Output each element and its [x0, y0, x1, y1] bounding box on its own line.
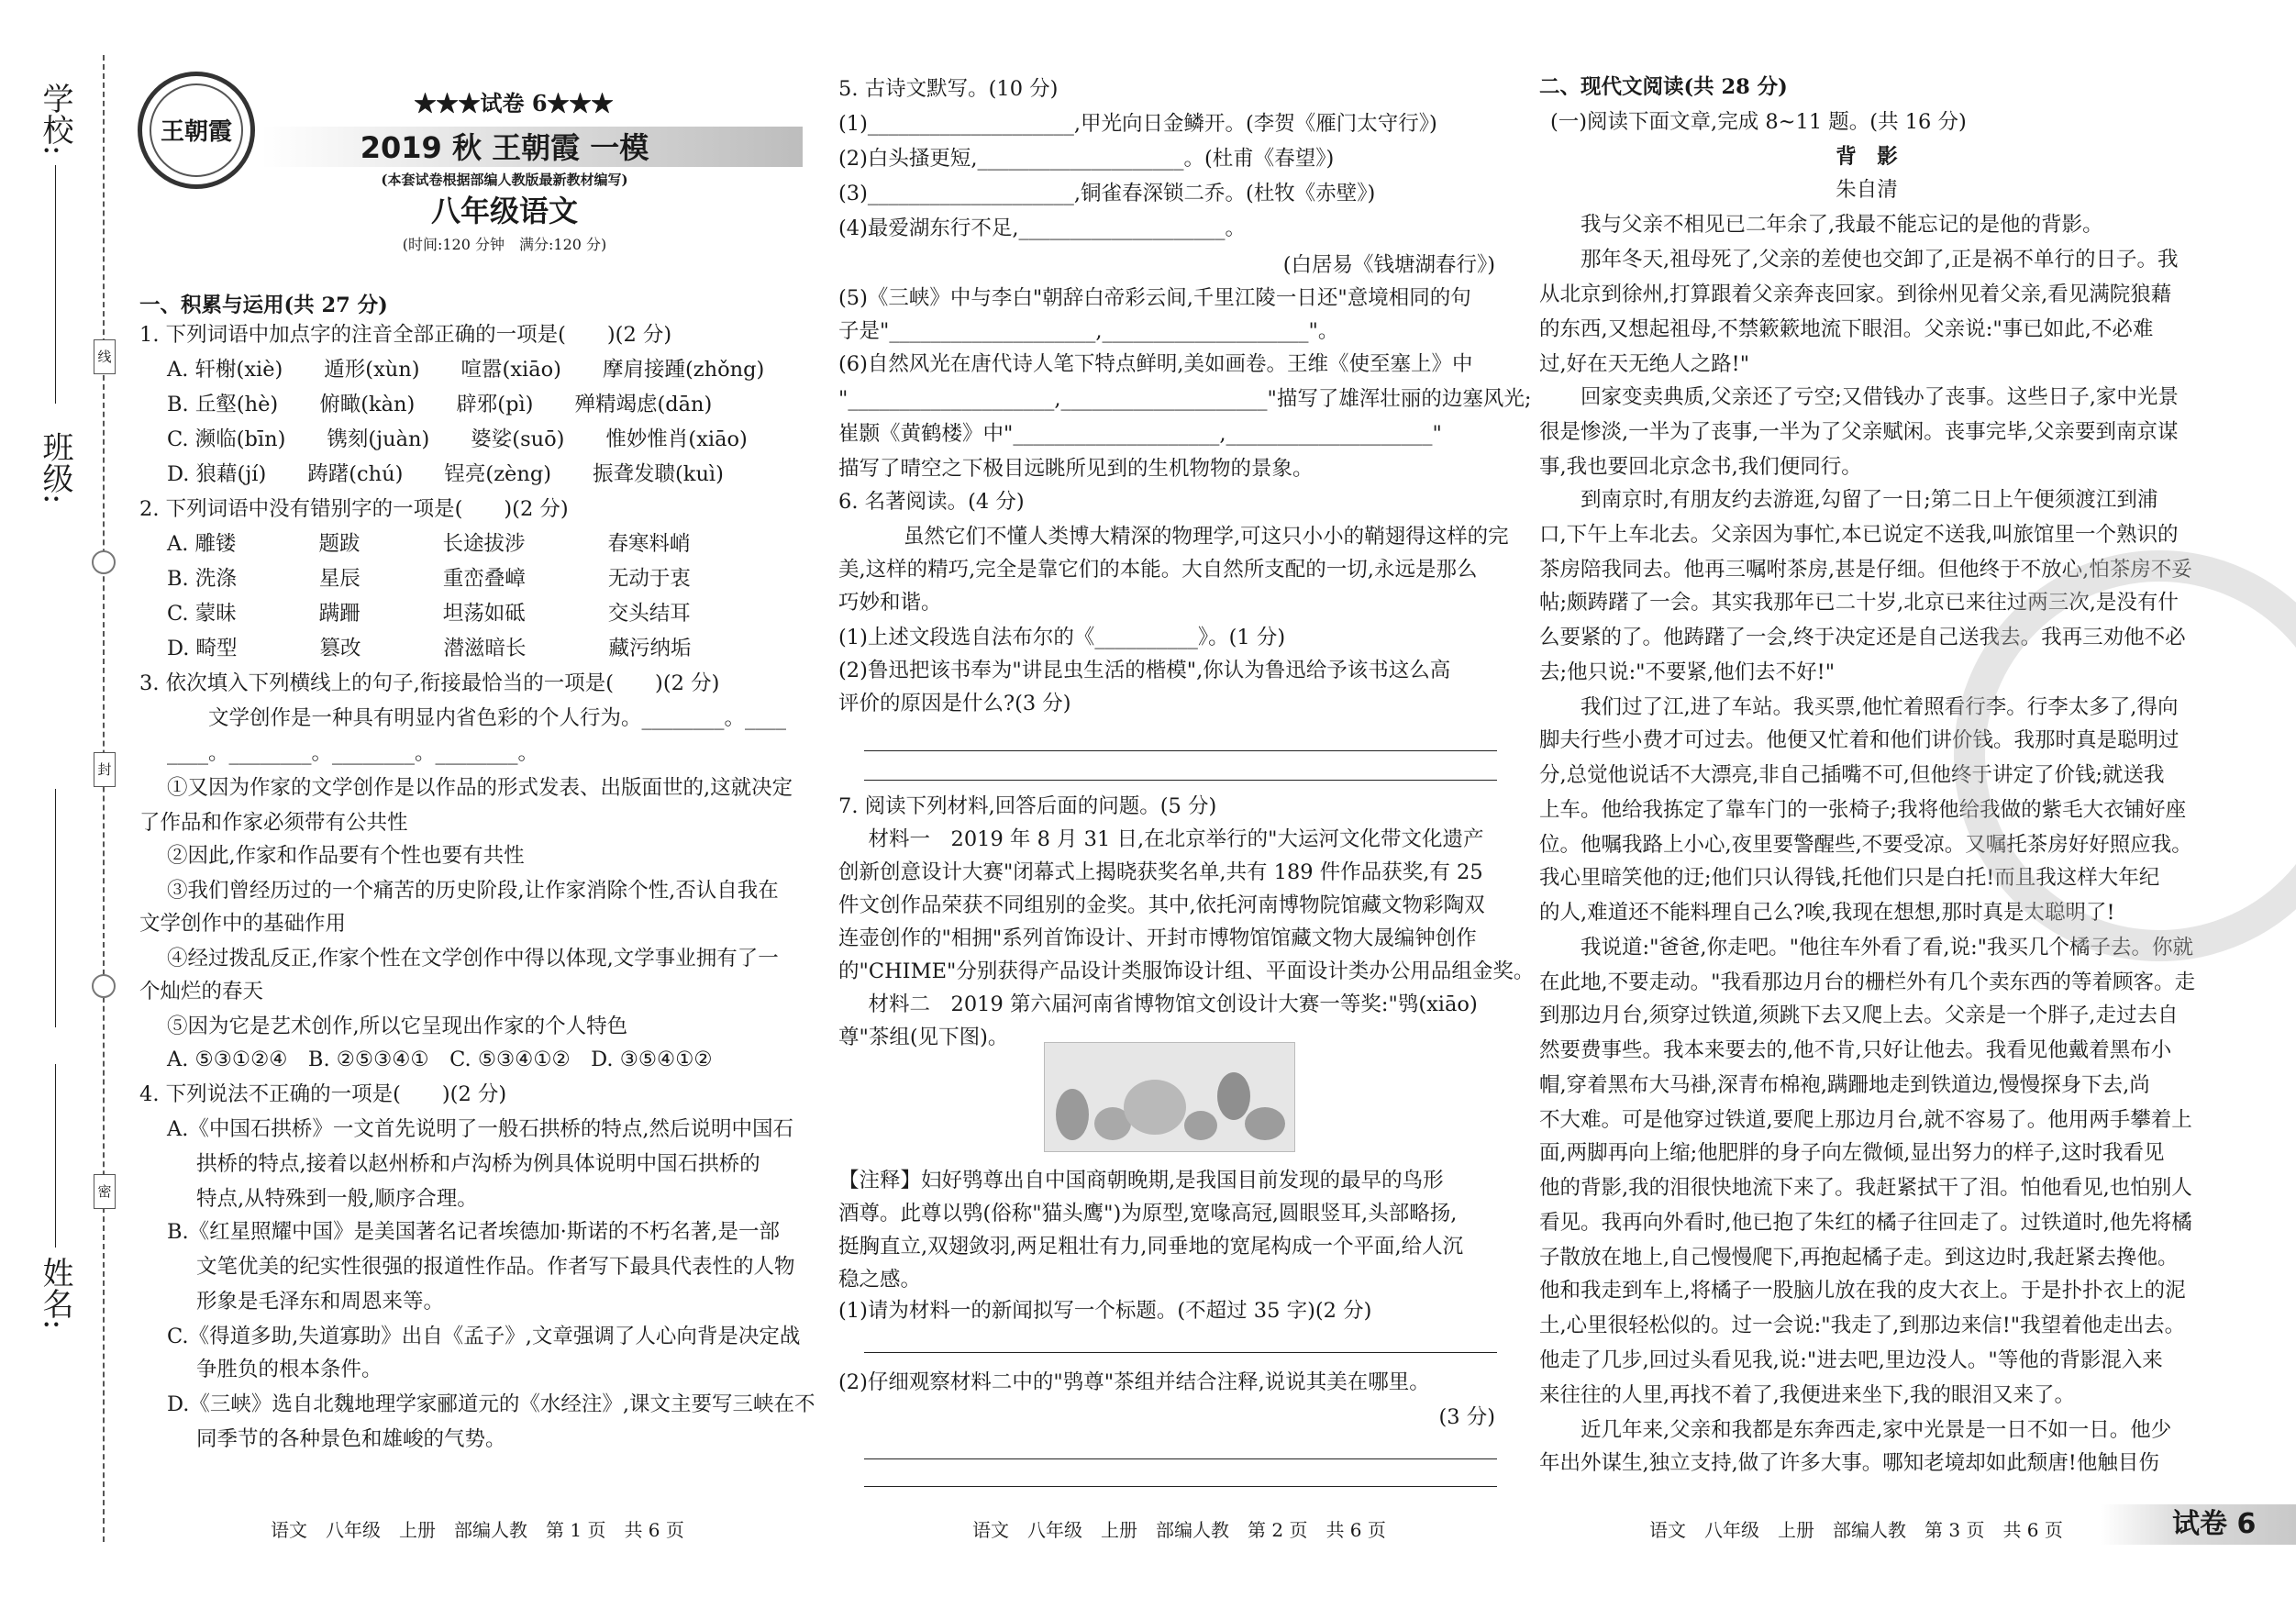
col3-line: 的东西,又想起祖母,不禁簌簌地流下眼泪。父亲说:"事已如此,不必难 [1539, 317, 2154, 341]
col2-line: 崔颢《黄鹤楼》中"____________________,____________________" [838, 422, 1442, 446]
col2-line: (1)____________________,甲光向日金鳞开。(李贺《雁门太守行》) [838, 112, 1437, 136]
binding-dashed-line [103, 55, 105, 1542]
col2-line: (1)请为材料一的新闻拟写一个标题。(不超过 35 字)(2 分) [838, 1299, 1372, 1323]
col3-line: 帖;颇踌躇了一会。其实我那年已二十岁,北京已来往过两三次,是没有什 [1539, 591, 2179, 615]
col1-line: ①又因为作家的文学创作是以作品的形式发表、出版面世的,这就决定 [167, 776, 793, 800]
col1-line: ⑤因为它是艺术创作,所以它呈现出作家的个人特色 [167, 1015, 628, 1038]
col3-line: 帽,穿着黑布大马褂,深青布棉袍,蹒跚地走到铁道边,慢慢探身下去,尚 [1539, 1073, 2150, 1097]
col3-line: 从北京到徐州,打算跟着父亲奔丧回家。到徐州见着父亲,看见满院狼藉 [1539, 283, 2172, 306]
exam-title: 2019 秋 王朝霞 一模 [360, 130, 649, 165]
col3-line: 面,两脚再向上缩;他肥胖的身子向左微倾,显出努力的样子,这时我看见 [1539, 1141, 2165, 1165]
col2-line: (3 分) [1438, 1405, 1495, 1429]
col3-line: 脚夫行些小费才可过去。他便又忙着和他们讲价钱。我那时真是聪明过 [1539, 728, 2180, 752]
col3-line: 朱自清 [1836, 178, 1898, 202]
col2-line: (3)____________________,铜雀春深锁二乔。(杜牧《赤壁》) [838, 182, 1376, 205]
col3-line: 我与父亲不相见已二年余了,我最不能忘记的是他的背影。 [1539, 213, 2103, 237]
col1-line: 特点,从特殊到一般,顺序合理。 [196, 1187, 478, 1211]
col2-line: 的"CHIME"分别获得产品设计类服饰设计组、平面设计类办公用品组金奖。 [838, 959, 1535, 983]
col3-line: 那年冬天,祖母死了,父亲的差使也交卸了,正是祸不单行的日子。我 [1539, 248, 2179, 272]
col1-line: 形象是毛泽东和周恩来等。 [196, 1290, 445, 1314]
col1-line: A. 轩榭(xiè) 遁形(xùn) 喧嚣(xiāo) 摩肩接踵(zhǒng) [167, 358, 765, 382]
time-score: (时间:120 分钟 满分:120 分) [402, 236, 607, 253]
col1-line: ③我们曾经历过的一个痛苦的历史阶段,让作家消除个性,否认自我在 [167, 879, 779, 903]
col2-line: 连壶创作的"相拥"系列首饰设计、开封市博物馆馆藏文物大晟编钟创作 [838, 926, 1477, 950]
binding-hole-icon [92, 974, 116, 998]
col3-line: 口,下午上车北去。父亲因为事忙,本已说定不送我,叫旅馆里一个熟识的 [1539, 523, 2179, 547]
col2-line: (6)自然风光在唐代诗人笔下特点鲜明,美如画卷。王维《使至塞上》中 [838, 352, 1473, 376]
col3-line: 然要费事些。我本来要去的,他不肯,只好让他去。我看见他戴着黑布小 [1539, 1038, 2172, 1062]
binding-hole-icon [92, 550, 116, 574]
col3-line: 二、现代文阅读(共 28 分) [1539, 75, 1788, 99]
col2-line: 尊"茶组(见下图)。 [838, 1026, 1009, 1049]
col2-line: 材料二 2019 第六届河南省博物馆文创设计大赛一等奖:"鸮(xiāo) [848, 993, 1478, 1016]
col1-line: ____。________。________。________。 [167, 741, 539, 765]
col3-line: 到那边月台,须穿过铁道,须跳下去又爬上去。父亲是一个胖子,走过去自 [1539, 1004, 2179, 1027]
col3-line: 在此地,不要走动。"我看那边月台的栅栏外有几个卖东西的等着顾客。走 [1539, 970, 2196, 994]
school-field[interactable] [55, 165, 58, 404]
col1-line: 个灿烂的春天 [139, 980, 264, 1004]
col3-line: 近几年来,父亲和我都是东奔西走,家中光景是一日不如一日。他少 [1539, 1418, 2172, 1442]
col3-line: 回家变卖典质,父亲还了亏空;又借钱办了丧事。这些日子,家中光景 [1539, 385, 2179, 409]
col2-line: "____________________,____________________"描写了雄浑壮丽的边塞风光; [838, 387, 1532, 411]
col1-line: B. 洗涤 星辰 重峦叠嶂 无动于衷 [167, 567, 691, 591]
col3-line: 他的背影,我的泪很快地流下来了。我赶紧拭干了泪。怕他看见,也怕别人 [1539, 1176, 2192, 1200]
col1-line: C. 蒙昧 蹒跚 坦荡如砥 交头结耳 [167, 602, 691, 626]
col1-line: 了作品和作家必须带有公共性 [139, 811, 408, 835]
col1-line: 文学创作中的基础作用 [139, 912, 347, 936]
col1-line: 一、积累与运用(共 27 分) [139, 294, 388, 317]
footer-page-3: 语文 八年级 上册 部编人教 第 3 页 共 6 页 [1649, 1519, 2063, 1541]
col2-line: (4)最爱湖东行不足,____________________。 [838, 216, 1247, 240]
col1-line: D. 狼藉(jí) 踌躇(chú) 锃亮(zèng) 振聋发聩(kuì) [167, 462, 724, 486]
col3-line: 土,心里很轻松似的。过一会说:"我走了,到那边来信!"我望着他走出去。 [1539, 1314, 2186, 1337]
col2-line: 评价的原因是什么?(3 分) [838, 692, 1071, 715]
col1-line: ②因此,作家和作品要有个性也要有共性 [167, 844, 525, 868]
col1-line: A. ⑤③①②④ B. ②⑤③④① C. ⑤③④①② D. ③⑤④①② [167, 1048, 713, 1071]
footer-page-1: 语文 八年级 上册 部编人教 第 1 页 共 6 页 [271, 1519, 684, 1541]
col2-line: (5)《三峡》中与李白"朝辞白帝彩云间,千里江陵一日还"意境相同的句 [838, 286, 1471, 310]
col3-line: 分,总觉他说话不大漂亮,非自己插嘴不可,但他终于讲定了价钱;就送我 [1539, 763, 2165, 787]
col2-line: 材料一 2019 年 8 月 31 日,在北京举行的"大运河文化带文化遗产 [848, 827, 1484, 851]
col1-line: D. 畸型 篡改 潜滋暗长 藏污纳垢 [167, 637, 692, 660]
brand-logo-text: 王朝霞 [160, 118, 232, 146]
footer-badge: 试卷 6 [2172, 1508, 2257, 1540]
class-label: 班级: [37, 431, 73, 505]
binding-tag-secret: 密 [94, 1174, 116, 1209]
col2-line: 【注释】妇好鸮尊出自中国商朝晚期,是我国目前发现的最早的鸟形 [838, 1169, 1444, 1192]
col3-line: (一)阅读下面文章,完成 8~11 题。(共 16 分) [1550, 110, 1967, 134]
col2-line: (2)鲁迅把该书奉为"讲昆虫生活的楷模",你认为鲁迅给予该书这么高 [838, 659, 1451, 682]
binding-tag-line: 线 [94, 339, 116, 374]
answer-line-7-2a[interactable] [864, 1458, 1497, 1459]
col1-line: B. 丘壑(hè) 俯瞰(kàn) 辟邪(pì) 殚精竭虑(dān) [167, 393, 713, 416]
col3-line: 子散放在地上,自己慢慢爬下,再抱起橘子走。到这边时,我赶紧去搀他。 [1539, 1246, 2179, 1270]
col1-line: C.《得道多助,失道寡助》出自《孟子》,文章强调了人心向背是决定战 [167, 1325, 801, 1348]
brand-logo [138, 72, 255, 189]
col2-line: 创新创意设计大赛"闭幕式上揭晓获奖名单,共有 189 件作品获奖,有 25 [838, 860, 1483, 884]
col2-line: (2)仔细观察材料二中的"鸮尊"茶组并结合注释,说说其美在哪里。 [838, 1370, 1430, 1394]
col3-line: 不大难。可是他穿过铁道,要爬上那边月台,就不容易了。他用两手攀着上 [1539, 1108, 2192, 1132]
col1-line: 3. 依次填入下列横线上的句子,衔接最恰当的一项是( )(2 分) [139, 671, 720, 695]
school-label: 学校: [37, 83, 73, 156]
col2-line: 件文创作品荣获不同组别的金奖。其中,依托河南博物院馆藏文物彩陶双 [838, 893, 1485, 917]
col1-line: 2. 下列词语中没有错别字的一项是( )(2 分) [139, 497, 569, 521]
col2-line: 5. 古诗文默写。(10 分) [838, 77, 1059, 101]
col1-line: C. 濒临(bīn) 镌刻(juàn) 婆娑(suō) 惟妙惟肖(xiāo) [167, 427, 748, 451]
col3-line: 看见。我再向外看时,他已抱了朱红的橘子往回走了。过铁道时,他先将橘 [1539, 1211, 2192, 1235]
col2-line: 虽然它们不懂人类博大精深的物理学,可这只小小的鞘翅得这样的完 [862, 525, 1509, 549]
col3-line: 他和我走到车上,将橘子一股脑儿放在我的皮大衣上。于是扑扑衣上的泥 [1539, 1279, 2186, 1303]
col2-line: 稳之感。 [838, 1268, 922, 1292]
answer-line-7-1[interactable] [864, 1352, 1497, 1353]
name-label: 姓名: [37, 1257, 73, 1330]
col2-line: 7. 阅读下列材料,回答后面的问题。(5 分) [838, 794, 1217, 818]
col3-line: 来往往的人里,再找不着了,我便进来坐下,我的眼泪又来了。 [1539, 1383, 2075, 1407]
binding-strip [0, 0, 128, 1597]
col2-line: 挺胸直立,双翅敛羽,两足粗壮有力,同垂地的宽尾构成一个平面,给人沉 [838, 1235, 1464, 1259]
answer-line-6-2a[interactable] [864, 750, 1497, 751]
col2-line: 巧妙和谐。 [838, 591, 942, 615]
col3-line: 么要紧的了。他踌躇了一会,终于决定还是自己送我去。我再三劝他不必 [1539, 626, 2186, 649]
col1-line: B.《红星照耀中国》是美国著名记者埃德加·斯诺的不朽名著,是一部 [167, 1220, 780, 1244]
paper-badge: ★★★试卷 6★★★ [414, 90, 614, 116]
subject-title: 八年级语文 [430, 194, 578, 228]
col3-line: 我说道:"爸爸,你走吧。"他往车外看了看,说:"我买几个橘子去。你就 [1539, 936, 2194, 959]
col3-line: 他走了几步,回过头看见我,说:"进去吧,里边没人。"等他的背影混入来 [1539, 1348, 2163, 1372]
col3-line: 茶房陪我同去。他再三嘱咐茶房,甚是仔细。但他终于不放心,怕茶房不妥 [1539, 558, 2192, 582]
answer-line-6-2b[interactable] [864, 780, 1497, 781]
col3-line: 年出外谋生,独立支持,做了许多大事。哪知老境却如此颓唐!他触目伤 [1539, 1451, 2159, 1475]
col3-line: 的人,难道还不能料理自己么?唉,我现在想想,那时真是太聪明了! [1539, 901, 2115, 925]
col2-line: 6. 名著阅读。(4 分) [838, 490, 1025, 514]
col2-line: (2)白头搔更短,____________________。(杜甫《春望》) [838, 147, 1335, 171]
col3-line: 过,好在天无绝人之路!" [1539, 352, 1750, 376]
col1-line: ④经过拨乱反正,作家个性在文学创作中得以体现,文学事业拥有了一 [167, 947, 779, 970]
col2-line: (白居易《钱塘湖春行》) [1282, 253, 1495, 277]
col1-line: 同季节的各种景色和雄峻的气势。 [196, 1427, 506, 1451]
col1-line: 4. 下列说法不正确的一项是( )(2 分) [139, 1082, 507, 1106]
col2-line: 美,这样的精巧,完全是靠它们的本能。大自然所支配的一切,永远是那么 [838, 558, 1478, 582]
col1-line: 拱桥的特点,接着以赵州桥和卢沟桥为例具体说明中国石拱桥的 [196, 1152, 760, 1176]
col3-line: 我们过了江,进了车站。我买票,他忙着照看行李。行李太多了,得向 [1539, 695, 2179, 719]
col3-line: 背 影 [1836, 145, 1898, 169]
col1-line: 1. 下列词语中加点字的注音全部正确的一项是( )(2 分) [139, 323, 672, 347]
col1-line: A. 雕镂 题跋 长途拔涉 春寒料峭 [167, 532, 691, 556]
col3-line: 上车。他给我拣定了靠车门的一张椅子;我将他给我做的紫毛大衣铺好座 [1539, 798, 2187, 822]
col2-line: 子是"____________________,____________________"。 [838, 319, 1339, 343]
col3-line: 很是惨淡,一半为了丧事,一半为了父亲赋闲。丧事完毕,父亲要到南京谋 [1539, 420, 2179, 444]
col3-line: 去;他只说:"不要紧,他们去不好!" [1539, 660, 1836, 684]
col1-line: 文笔优美的纪实性很强的报道性作品。作者写下最具代表性的人物 [196, 1255, 795, 1279]
col3-line: 位。他嘱我路上小心,夜里要警醒些,不要受凉。又嘱托茶房好好照应我。 [1539, 833, 2192, 857]
col1-line: A.《中国石拱桥》一文首先说明了一般石拱桥的特点,然后说明中国石 [167, 1117, 794, 1141]
col2-line: 酒尊。此尊以鸮(俗称"猫头鹰")为原型,宽喙高冠,圆眼竖耳,头部略扬, [838, 1202, 1458, 1225]
footer-page-2: 语文 八年级 上册 部编人教 第 2 页 共 6 页 [972, 1519, 1386, 1541]
col1-line: 文学创作是一种具有明显内省色彩的个人行为。________。____ [167, 706, 787, 730]
class-field[interactable] [55, 789, 58, 1027]
col3-line: 我心里暗笑他的迂;他们只认得钱,托他们只是白托!而且我这样大年纪 [1539, 866, 2160, 890]
owl-tea-set-photo [1044, 1042, 1295, 1152]
name-field[interactable] [55, 1064, 58, 1248]
col3-line: 事,我也要回北京念书,我们便同行。 [1539, 455, 1862, 479]
col2-line: (1)上述文段选自法布尔的《__________》。(1 分) [838, 626, 1286, 649]
edition-note: (本套试卷根据部编人教版最新教材编写) [381, 172, 628, 188]
col1-line: D.《三峡》选自北魏地理学家郦道元的《水经注》,课文主要写三峡在不 [167, 1392, 815, 1416]
answer-line-7-2b[interactable] [864, 1486, 1497, 1487]
binding-tag-seal: 封 [94, 752, 116, 787]
col2-line: 描写了晴空之下极目远眺所见到的生机物物的景象。 [838, 457, 1314, 481]
col1-line: 争胜负的根本条件。 [196, 1358, 383, 1381]
col3-line: 到南京时,有朋友约去游逛,勾留了一日;第二日上午便须渡江到浦 [1539, 488, 2158, 512]
